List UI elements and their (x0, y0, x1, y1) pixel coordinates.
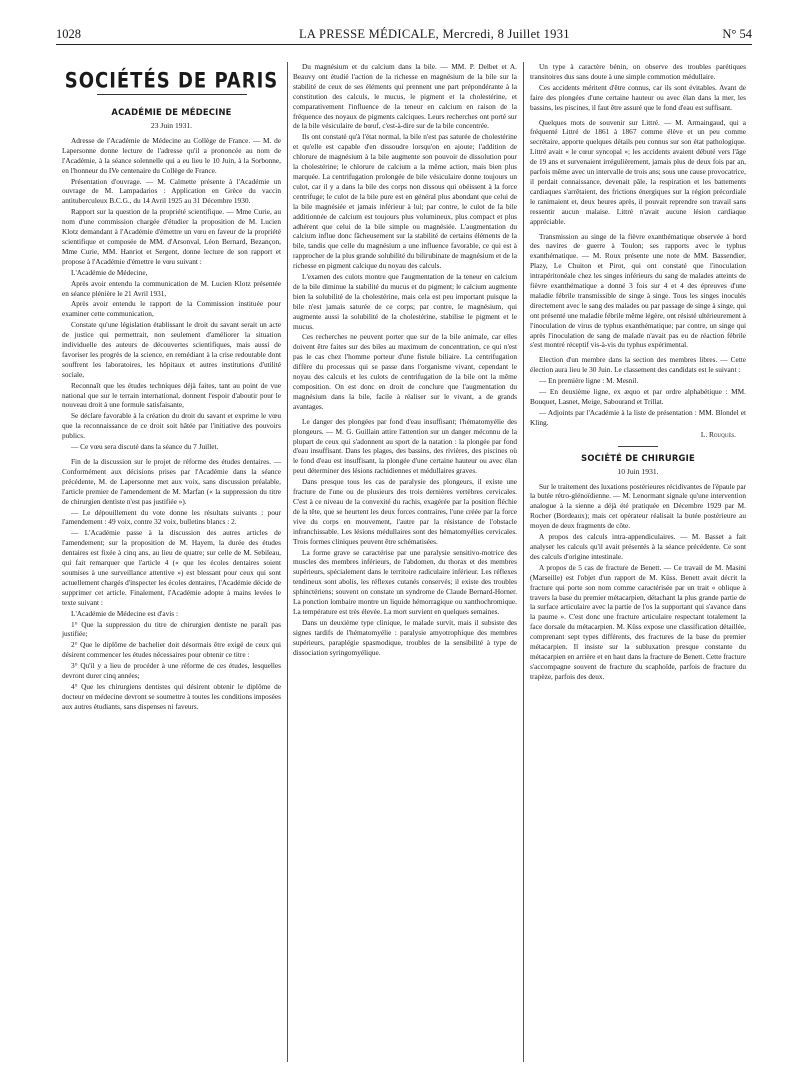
column-3 (530, 62, 746, 683)
paragraph: — En deuxième ligne, ex æquo et par ordre alphabétique : MM. Bouquet, Lasnet, Meige, Sabourand et Trillat. (530, 387, 746, 406)
paragraph: Du magnésium et du calcium dans la bile. — MM. P. Delbet et A. Beauvy ont étudié l'action de la richesse en magnésium de la bile sur la stabilité de ceux de ses éléments qui prennent une part prépondérante à la constitution des calculs, le mucus, le pigment et la cholestérine, et comparativement l'influence de la teneur en calcium en raison de la fréquence des noyaux de pigments calciques. Leurs recherches ont porté sur de la bile vésiculaire de bœuf, c'est-à-dire sur de la bile concentrée. (293, 62, 517, 131)
paragraph: Rapport sur la question de la propriété scientifique. — Mme Curie, au nom d'une commission chargée d'étudier la proposition de M. Lucien Klotz demandant à l'Académie d'émettre un vœu en faveur de la propriété scientifique et composée de MM. d'Arsonval, Léon Bernard, Bezançon, Mme Curie, MM. Hanriot et Sergent, donne lecture de son rapport et propose à l'Académie d'émettre le vœu suivant : (62, 207, 281, 266)
column-1 (62, 62, 281, 713)
main-title: SOCIÉTÉS DE PARIS (64, 67, 279, 93)
paragraph: Dans un deuxième type clinique, le malade survit, mais il subsiste des signes tardifs de l'hématomyélie : paralysie amyotrophique des membres supérieurs, paraplégie spasmodique, troubles de la sensibilité à type de dissociation syringomyélique. (293, 617, 517, 657)
column-divider (523, 62, 524, 1062)
journal-title: LA PRESSE MÉDICALE, Mercredi, 8 Juillet 1931 (299, 27, 570, 41)
section-heading: ACADÉMIE DE MÉDECINE (111, 107, 232, 117)
signature: L. Rouquès. (700, 429, 736, 439)
section-separator (618, 446, 658, 447)
running-header (56, 24, 752, 45)
paragraph: A propos des calculs intra-appendiculaires. — M. Basset a fait analyser les calculs qu'il avait présentés à la séance précédente. Ce sont des calculs d'origine intestinale. (530, 532, 746, 561)
paragraph: 3° Qu'il y a lieu de procéder à une réforme de ces études, lesquelles devront durer cinq années; (62, 661, 281, 681)
section-date: 23 Juin 1931. (150, 121, 193, 130)
paragraph: Adresse de l'Académie de Médecine au Collège de France. — M. de Lapersonne donne lecture de l'adresse qu'il a prononcée au nom de l'Académie, à la séance solennelle qui a eu lieu le 10 Juin, à la Sorbonne, en l'honneur du IVe centenaire du Collège de France. (62, 135, 281, 175)
paragraph: A propos de 5 cas de fracture de Benett. — Ce travail de M. Masini (Marseille) est l'objet d'un rapport de M. Küss. Benett avait décrit la fracture qui porte son nom comme caractérisée par un trait « oblique à travers la base du premier métacarpien, détachant la plus grande partie de la surface articulaire avec la partie de l'os la supportant qui s'avance dans la paume ». C'est donc une fracture articulaire respectant totalement la face dorsale du métacarpien. M. Küss expose une classification détaillée, comprenant sept types différents, des fractures de la base du premier métacarpien. Il insiste sur la subluxation presque constante du métacarpien en arrière et en haut dans la fracture de Benett. Cette fracture s'accompagne souvent de fracture du scaphoïde, parfois de fracture du trapèze, parfois des deux. (530, 562, 746, 681)
paragraph: Ces accidents méritent d'être connus, car ils sont évitables. Avant de faire des plongées d'une certaine hauteur ou avec élan dans la mer, les bassins, les piscines, il faut être assuré que le fond d'eau est suffisant. (530, 82, 746, 112)
paragraph: Election d'un membre dans la section des membres libres. — Cette élection aura lieu le 30 Juin. Le classement des candidats est le suivant : (530, 355, 746, 375)
section-date: 10 Juin 1931. (617, 466, 659, 476)
column-divider (287, 62, 288, 1062)
paragraph: Un type à caractère bénin, on observe des troubles parétiques transitoires dus sans doute à une simple commotion médullaire. (530, 62, 746, 81)
paragraph: — Adjoints par l'Académie à la liste de présentation : MM. Blondel et Kling. (530, 407, 746, 427)
paragraph: 2° Que le diplôme de bachelier doit désormais être exigé de ceux qui désirent commencer les études nécessaires pour obtenir ce titre : (62, 640, 281, 660)
paragraph: Après avoir entendu le rapport de la Commission instituée pour examiner cette communication, (62, 299, 281, 319)
paragraph: Ils ont constaté qu'à l'état normal, la bile n'est pas saturée de cholestérine et qu'elle est capable d'en dissoudre lorsqu'on en ajoute; l'addition de chlorure de magnésium à la bile augmente son pouvoir de dissolution pour la cholestérine; le chlorure de calcium a la même action, mais bien plus marquée. La centrifugation prolongée de bile vésiculaire donne toujours un culot, car il y a dans la bile des corps non dissous qui obéissent à la force centrifuge; le culot de la bile pure est en général plus abondant que celui de la bile magnésiée et jamais inférieur à lui; par contre, le culot de la bile additionnée de calcium est toujours plus volumineux, plus compact et plus adhérent que celui de la bile simple ou magnésiée. L'augmentation du calcium influe donc fâcheusement sur la stabilité de certains éléments de la bile, tandis que celle du magnésium a une influence favorable, ce qui est à rapprocher de la plus grande solubilité du bilirubinate de magnésium et de la richesse en pigment calcique du noyau des calculs. (293, 132, 517, 271)
issue-number: N° 54 (722, 27, 752, 41)
paragraph: — Le dépouillement du vote donne les résultats suivants : pour l'amendement : 49 voix, contre 32 voix, bulletins blancs : 2. (62, 507, 281, 527)
paragraph: — Ce vœu sera discuté dans la séance du 7 Juillet. (71, 442, 219, 452)
paragraph: Le danger des plongées par fond d'eau insuffisant; l'hématomyélie des plongeurs. — M. G. Guillain attire l'attention sur un danger méconnu de la plupart de ceux qui s'adonnent au sport de la natation : la plongée par fond d'eau insuffisant. Dans les plages, des bassins, des rivières, des piscines où le fond d'eau est insuffisant, la plongée d'une certaine hauteur ou avec élan peut déterminer des lésions rachidiennes et médullaires graves. (293, 416, 517, 476)
paragraph: Présentation d'ouvrage. — M. Calmette présente à l'Académie un ouvrage de M. Lampadarios : Application en Grèce du vaccin antituberculeux B.C.G., du 14 Avril 1925 au 31 Décembre 1930. (62, 176, 281, 206)
paragraph: Quelques mots de souvenir sur Littré. — M. Armaingaud, qui a fréquenté Littré de 1861 à 1867 comme élève et un peu comme secrétaire, apporte quelques détails peu connus sur son état pathologique. Littré avait « le cœur syncopal »; les accidents avaient débuté vers l'âge de 19 ans et survenaient irrégulièrement, jamais plus de deux fois par an, parfois même avec un intervalle de trois ans; sous une cause provocatrice, il perdait connaissance, devenait pâle, la respiration et les battements cardiaques s'arrêtaient, des frictions énergiques sur la région précordiale le ranimaient et, deux heures après, il pouvait reprendre son travail sans ressentir aucun malaise. Littré n'avait aucune lésion cardiaque appréciable. (530, 117, 746, 226)
paragraph: Fin de la discussion sur le projet de réforme des études dentaires. — Conformément aux décisions prises par l'Académie dans la séance précédente, M. de Lapersonne met aux voix, sans discussion préalable, l'article premier de l'amendement de M. Marfan (« la suppression du titre de chirurgien dentiste n'est pas justifiée »). (62, 457, 281, 506)
paragraph: Après avoir entendu la communication de M. Lucien Klotz présentée en séance plénière le 21 Avril 1931, (62, 278, 281, 298)
paragraph: 4° Que les chirurgiens dentistes qui désirent obtenir le diplôme de docteur en médecine devront se soumettre à toutes les conditions imposées aux autres étudiants, sans dispenses ni faveurs. (62, 681, 281, 711)
section-heading: SOCIÉTÉ DE CHIRURGIE (581, 452, 695, 463)
page-number: 1028 (56, 27, 81, 41)
paragraph: Ces recherches ne peuvent porter que sur de la bile animale, car elles doivent être faites sur des biles au maximum de concentration, ce qui n'est pas le cas chez l'homme porteur d'une fistule biliaire. La centrifugation diffère du processus qui se passe dans l'organisme vivant, cependant le noyau des calculs et les culots de centrifugation de la bile ont la même composition. On est donc en droit de conclure que l'augmentation du magnésium dans la bile, facile à réaliser sur le vivant, a de grands avantages. (293, 332, 517, 411)
paragraph: — L'Académie passe à la discussion des autres articles de l'amendement; sur la proposition de M. Hayem, la durée des études dentaires est fixée à cinq ans, au lieu de quatre; sur celle de M. Sebileau, qui fait remarquer que l'article 4 (« que les écoles dentaires soient soumises à une surveillance attentive ») est blessant pour ceux qui sont actuellement chargés d'inspecter les écoles dentaires, l'Académie décide de supprimer cet article. Finalement, l'Académie adopte à mains levées le texte suivant : (62, 528, 281, 607)
paragraph: — En première ligne : M. Mesnil. (539, 376, 639, 386)
paragraph: Sur le traitement des luxations postérieures récidivantes de l'épaule par la butée rétro-glénoïdienne. — M. Lenormant signale qu'une intervention analogue à la sienne a déjà été pratiquée en Décembre 1929 par M. Rocher (Bordeaux); mais cet opérateur réalisait la butée postérieure au moyen de deux fragments de côte. (530, 481, 746, 531)
paragraph: Transmission au singe de la fièvre exanthématique observée à bord des navires de guerre à Toulon; ses rapports avec le typhus exanthématique. — M. Roux présente une note de MM. Bassendier, Plazy, Le Chuiton et Pirot, qui ont constaté que l'inoculation intrapéritonéale chez les singes inférieurs du sang de malades atteints de fièvre exanthématique a donné 3 fois sur 4 et 4 des épreuves d'une maladie fébrile transmissible de singe à singe. Tous les singes inoculés directement avec le sang des malades ou par passage de singe à singe, qui ont présenté une maladie fébrile même légère, ont résisté ultérieurement à l'inoculation de virus de typhus exanthématique; par contre, un singe qui après l'inoculation de sang de malade n'avait pas eu de réaction fébrile s'est montré réceptif vis-à-vis du typhus expérimental. (530, 231, 746, 350)
paragraph: Reconnaît que les études techniques déjà faites, tant au point de vue national que sur le terrain international, donnent l'espoir d'aboutir pour le nouveau droit à une formule satisfaisante, (62, 380, 281, 410)
paragraph: L'examen des culots montre que l'augmentation de la teneur en calcium de la bile diminue la stabilité du mucus et du pigment; le calcium augmente bien la solubilité de la cholestérine, mais cela est peu important puisque la bile n'est jamais saturée de ce corps; par contre, le magnésium, qui augmente aussi la solubilité de la cholestérine, stabilise le pigment et le mucus. (293, 272, 517, 331)
paragraph: Constate qu'une législation établissant le droit du savant serait un acte de justice qui permettrait, non seulement d'améliorer la situation individuelle des auteurs de découvertes scientifiques, mais aussi de favoriser les progrès de la science, en remédiant à la crise redoutable dont souffrent les laboratoires, les hôpitaux et autres institutions d'utilité sociale, (62, 320, 281, 379)
paragraph: Se déclare favorable à la création du droit du savant et exprime le vœu que la reconnaissance de ce droit soit hâtée par l'initiative des pouvoirs publics. (62, 411, 281, 441)
paragraph: L'Académie de Médecine, (71, 267, 148, 277)
title-rule (97, 94, 247, 95)
paragraph: 1° Que la suppression du titre de chirurgien dentiste ne paraît pas justifiée; (62, 619, 281, 639)
paragraph: La forme grave se caractérise par une paralysie sensitivo-motrice des muscles des membres inférieurs, de l'abdomen, du thorax et des membres supérieurs, spécialement dans le territoire radiculaire inférieur. Les réflexes tendineux sont abolis, les réflexes cutanés conservés; il existe des troubles sphinctériens; souvent on constate un syndrome de Claude Bernard-Horner. La ponction lombaire montre un liquide hémorragique ou xanthochromique. La température est très élevée. La mort survient en quelques semaines. (293, 547, 517, 616)
column-2 (293, 62, 517, 658)
paragraph: L'Académie de Médecine est d'avis : (71, 608, 178, 618)
paragraph: Dans presque tous les cas de paralysie des plongeurs, il existe une fracture de l'une ou de plusieurs des trois dernières vertèbres cervicales. C'est à ce niveau de la convexité du rachis, exagérée par la position fléchie de la tête, que se heurtent les deux forces contraires, l'une créée par la force vive du corps en mouvement, l'autre par la résistance de l'obstacle infranchissable. Les lésions médullaires sont des hématomyélies cervicales. Trois formes cliniques peuvent être schématisées. (293, 477, 517, 546)
